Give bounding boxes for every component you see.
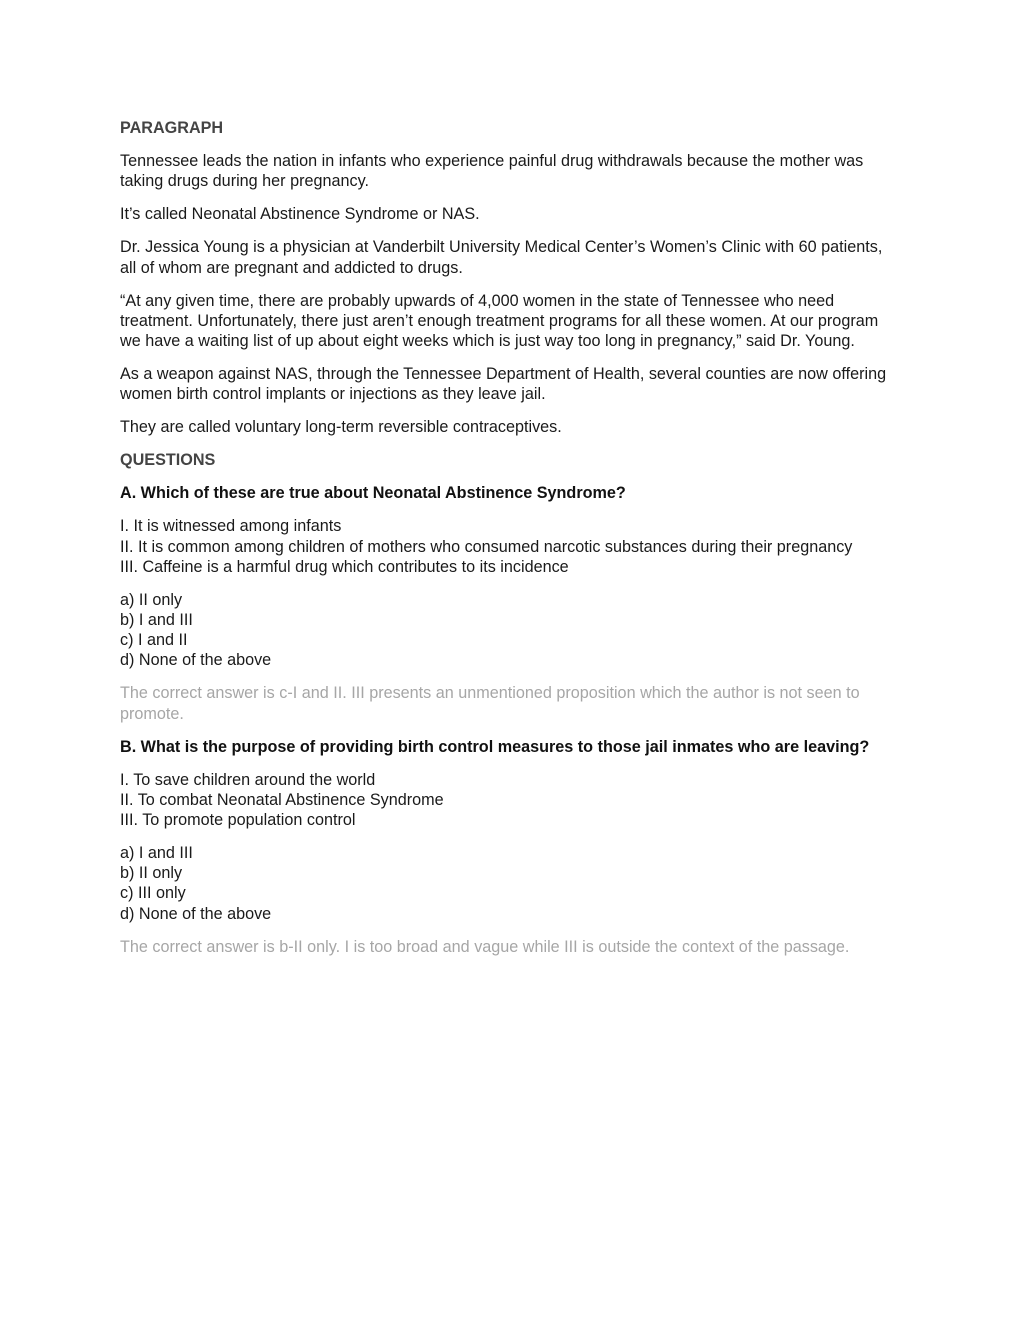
statement: I. To save children around the world <box>120 770 376 789</box>
paragraph-heading: PARAGRAPH <box>120 119 224 137</box>
statement: II. It is common among children of mothers who consumed narcotic substances during their pregnancy <box>120 537 853 556</box>
question-b-answer: The correct answer is b-II only. I is too broad and vague while III is outside the context of the passage. <box>120 937 850 956</box>
document-page <box>120 118 900 970</box>
question-b-statements <box>120 770 900 831</box>
paragraph-3: Dr. Jessica Young is a physician at Vanderbilt University Medical Center’s Women’s Clinic with 60 patients, all of whom are pregnant and addicted to drugs. <box>120 238 883 277</box>
question-b-prompt: B. What is the purpose of providing birth control measures to those jail inmates who are leaving? <box>120 737 870 756</box>
paragraph-5: As a weapon against NAS, through the Tennessee Department of Health, several counties are now offering women birth control implants or injections as they leave jail. <box>120 365 887 404</box>
option: a) II only <box>120 590 183 609</box>
paragraph-2: It’s called Neonatal Abstinence Syndrome or NAS. <box>120 205 480 224</box>
questions-heading: QUESTIONS <box>120 451 216 470</box>
statement: II. To combat Neonatal Abstinence Syndrome <box>120 790 444 809</box>
statement: I. It is witnessed among infants <box>120 517 342 536</box>
option: d) None of the above <box>120 904 272 923</box>
question-a-statements <box>120 516 900 577</box>
option: c) I and II <box>120 631 188 650</box>
paragraph-4: “At any given time, there are probably upwards of 4,000 women in the state of Tennessee who need treatment. Unfortunately, there just aren’t enough treatment programs for all these women. At our program we have a waiting list of up about eight weeks which is just way too long in pregnancy,” said Dr. Young. <box>120 291 879 351</box>
statement: III. To promote population control <box>120 811 356 830</box>
option: b) II only <box>120 864 183 883</box>
option: b) I and III <box>120 611 193 630</box>
paragraph-6: They are called voluntary long-term reversible contraceptives. <box>120 418 562 437</box>
statement: III. Caffeine is a harmful drug which contributes to its incidence <box>120 557 569 576</box>
option: d) None of the above <box>120 651 272 670</box>
question-b-options <box>120 843 900 924</box>
question-a-prompt: A. Which of these are true about Neonatal Abstinence Syndrome? <box>120 484 626 503</box>
option: a) I and III <box>120 844 193 863</box>
question-a-options <box>120 590 900 671</box>
question-a-answer: The correct answer is c-I and II. III presents an unmentioned proposition which the author is not seen to promote. <box>120 684 860 723</box>
option: c) III only <box>120 884 186 903</box>
paragraph-1: Tennessee leads the nation in infants who experience painful drug withdrawals because the mother was taking drugs during her pregnancy. <box>120 152 864 191</box>
